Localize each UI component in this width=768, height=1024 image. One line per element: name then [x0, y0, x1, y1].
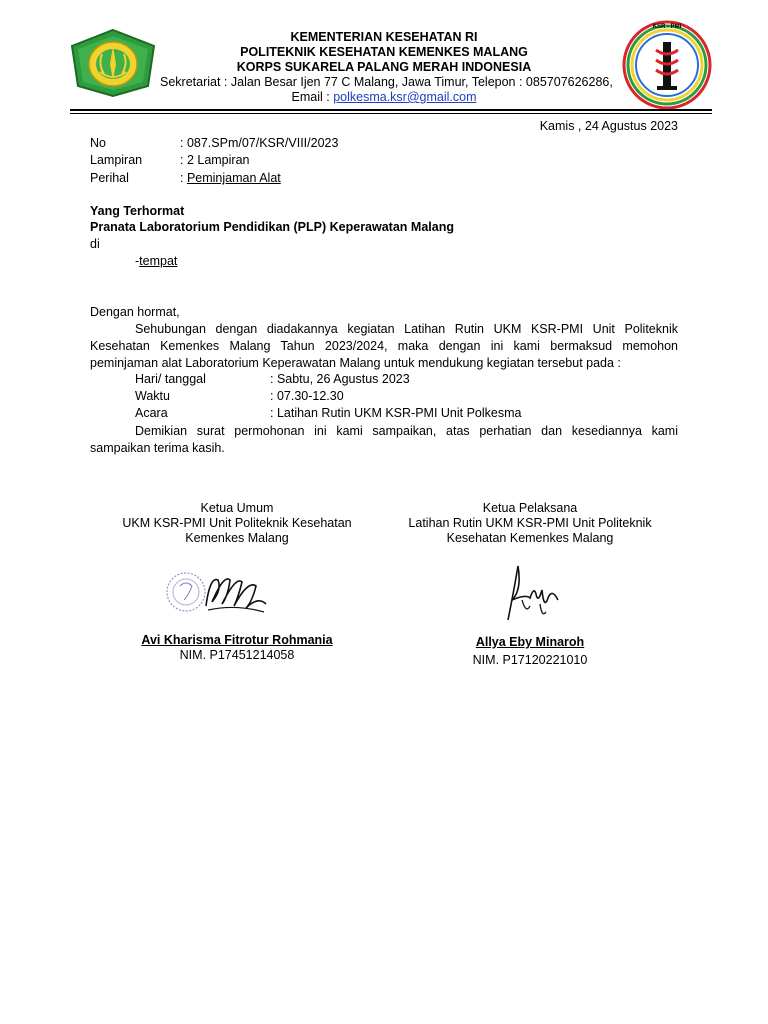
right-signature: [500, 560, 564, 624]
acara-value: : Latihan Rutin UKM KSR-PMI Unit Polkesma: [270, 406, 522, 420]
body-paragraph-2: Demikian surat permohonan ini kami sampaikan, atas perhatian dan kesediannya kami sampaikan terima kasih.: [90, 424, 678, 455]
perihal-label: Perihal: [90, 171, 129, 185]
header-divider-thin: [70, 113, 712, 114]
header-line-1: KEMENTERIAN KESEHATAN RI: [290, 30, 478, 44]
hari-label: Hari/ tanggal: [135, 372, 206, 386]
header-line-3: KORPS SUKARELA PALANG MERAH INDONESIA: [236, 60, 532, 74]
body-paragraph-1: Sehubungan dengan diadakannya kegiatan Latihan Rutin UKM KSR-PMI Unit Politeknik Kesehatan Kemenkes Malang Tahun 2023/2024, maka dengan ini kami bermaksud memohon peminjaman alat Laboratorium Keperawatan Malang untuk mendukung kegiatan tersebut pada :: [90, 322, 678, 370]
right-sign-org1: Latihan Rutin UKM KSR-PMI Unit Politeknik: [408, 516, 652, 530]
no-value: : 087.SPm/07/KSR/VIII/2023: [180, 136, 339, 150]
left-sign-org1: UKM KSR-PMI Unit Politeknik Kesehatan: [122, 516, 352, 530]
hari-value: : Sabtu, 26 Agustus 2023: [270, 372, 410, 386]
left-sign-role: Ketua Umum: [200, 501, 274, 515]
email-label: Email :: [291, 90, 334, 104]
right-sign-org2: Kesehatan Kemenkes Malang: [446, 531, 614, 545]
recipient-name: Pranata Laboratorium Pendidikan (PLP) Keperawatan Malang: [90, 220, 454, 234]
perihal-value: Peminjaman Alat: [186, 171, 281, 185]
recipient-place-line: [135, 254, 177, 268]
waktu-label: Waktu: [135, 389, 170, 403]
header-line-2: POLITEKNIK KESEHATAN KEMENKES MALANG: [240, 45, 528, 59]
right-signer-nim: NIM. P17120221010: [472, 653, 588, 667]
waktu-value: : 07.30-12.30: [270, 389, 344, 403]
header-divider-thick: [70, 109, 712, 111]
left-signer-nim: NIM. P17451214058: [179, 648, 295, 662]
email-link[interactable]: polkesma.ksr@gmail.com: [333, 90, 477, 104]
logo-top-text: KSR - PMI: [652, 24, 682, 30]
right-sign-role: Ketua Pelaksana: [482, 501, 578, 515]
acara-label: Acara: [135, 406, 168, 420]
no-label: No: [90, 136, 106, 150]
right-signer-name: Allya Eby Minaroh: [475, 635, 585, 649]
header-email-line: [0, 90, 768, 104]
recipient-place: tempat: [139, 254, 178, 268]
left-signer-name: Avi Kharisma Fitrotur Rohmania: [141, 633, 333, 647]
perihal-value-line: [180, 171, 281, 185]
header-address: Sekretariat : Jalan Besar Ijen 77 C Malang, Jawa Timur, Telepon : 085707626286,: [160, 75, 613, 89]
recipient-di: di: [90, 237, 100, 251]
recipient-salutation: Yang Terhormat: [90, 204, 185, 218]
left-signature-with-stamp: [166, 566, 270, 618]
lampiran-value: : 2 Lampiran: [180, 153, 250, 167]
left-sign-org2: Kemenkes Malang: [185, 531, 289, 545]
letter-date: Kamis , 24 Agustus 2023: [539, 119, 678, 133]
lampiran-label: Lampiran: [90, 153, 143, 167]
greeting: Dengan hormat,: [90, 305, 180, 319]
perihal-colon: :: [180, 171, 187, 185]
recipient-dash: -: [135, 254, 140, 268]
